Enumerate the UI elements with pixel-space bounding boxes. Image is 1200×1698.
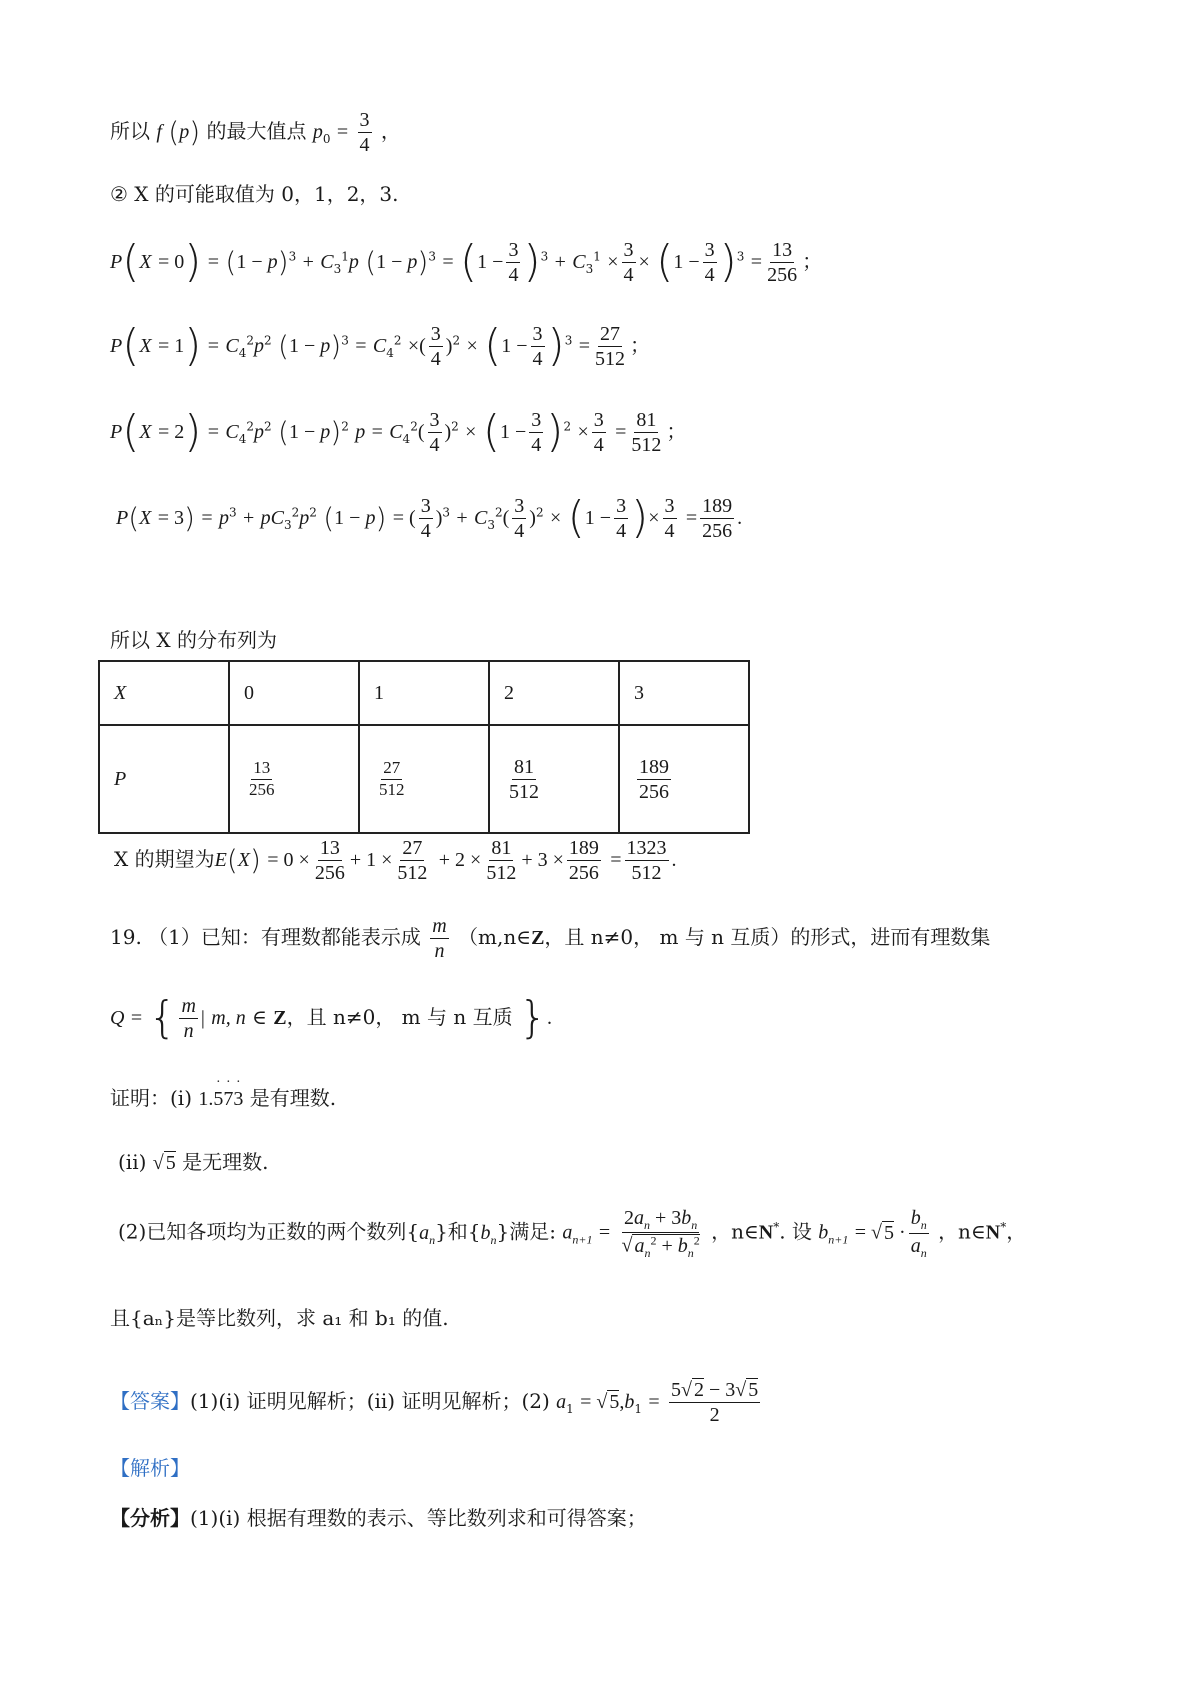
- text: (ii): [118, 1150, 153, 1174]
- table-row: [99, 725, 749, 833]
- frac-den: 512: [509, 780, 539, 803]
- set-q-line: Q = { $\frac{m}{n}$ | m, n ∈ Z，且 n≠0， m 与 n 互质 }.: [110, 992, 552, 1043]
- text: ，且 n≠0， m 与 n 互质）的形式，进而有理数集: [544, 925, 991, 949]
- eq-p0: $P(X = 0) = (1 - p)^3 + C_3^1p$ $(1 - p)^3 = (1$ − $\frac{3}{4}$ )$^3 + C_3^1$ × $\frac{3}{4}$ × (1 − $\frac{3}{4}$ )$^3$ = $\frac{13}{256}$ ；: [110, 236, 823, 287]
- p3-num: 189: [702, 494, 733, 517]
- text: （m,n∈: [458, 925, 532, 949]
- table-cell: 2: [489, 661, 619, 725]
- text: ，: [380, 119, 401, 143]
- text: }满足:: [496, 1219, 556, 1244]
- text: ，n∈: [938, 1219, 986, 1244]
- text: . 设: [779, 1219, 812, 1244]
- fenxi-line: [110, 1506, 647, 1530]
- text: }和{: [435, 1219, 481, 1244]
- frac-num: 81: [514, 755, 534, 778]
- frac-den: 256: [249, 779, 275, 799]
- distribution-table: [98, 660, 750, 834]
- text: ，: [1006, 1219, 1027, 1244]
- expect-den: 512: [631, 862, 662, 884]
- fenxi-tag: 【分析】: [110, 1506, 190, 1530]
- values-line: ② X 的可能取值为 0，1，2，3.: [110, 182, 399, 206]
- proof-ii-line: (ii) √ 5 是无理数.: [118, 1150, 269, 1174]
- table-cell: X: [99, 661, 229, 725]
- table-cell: [229, 725, 359, 833]
- text: 证明：(i): [110, 1086, 199, 1110]
- table-cell: P: [99, 725, 229, 833]
- frac-num: 189: [639, 755, 669, 778]
- text: 19. （1）已知：有理数都能表示成: [110, 925, 421, 949]
- expect-num: 1323: [626, 837, 667, 859]
- text: X 的期望为: [114, 847, 215, 871]
- text: 的最大值点: [206, 119, 307, 143]
- frac-num: 27: [381, 758, 402, 779]
- p2-num: 81: [636, 408, 657, 431]
- p1-den: 512: [595, 347, 625, 370]
- text: ，n∈: [711, 1219, 759, 1244]
- table-cell: 0: [229, 661, 359, 725]
- dist-intro: 所以 X 的分布列为: [110, 628, 277, 652]
- q2-line2: 且{aₙ}是等比数列，求 a₁ 和 b₁ 的值.: [110, 1306, 449, 1330]
- p0-num: 13: [772, 238, 793, 261]
- proof-i-line: 证明：(i) 1.5 · 7 · 3 · 是有理数.: [110, 1075, 337, 1110]
- p2-den: 512: [631, 433, 662, 456]
- eq-p1: $P(X = 1) = C_4^2p^2$ $(1 - p)^3 = C_4^2$ ×( $\frac{3}{4}$ )$^2$ × (1 − $\frac{3}{4}$ )$^3$ = $\frac{27}{512}$ ；: [110, 320, 650, 371]
- q2-line: (2)已知各项均为正数的两个数列$\{a_n\}$和$\{b_n\}$满足: $a_{n+1}$ = $\frac{2a_n + 3b_n}{√ a_n^2 + b_n^2}$ ，n∈N*. 设 $b_{n+1}$ = √ 5 · $\frac{b_n}{a_n}$ ，n∈N*，: [118, 1207, 1027, 1261]
- table-cell: 1: [359, 661, 489, 725]
- q19-line: 19. （1）已知：有理数都能表示成 $\frac{m}{n}$ （m,n∈Z，且 n≠0， m 与 n 互质）的形式，进而有理数集: [110, 915, 991, 962]
- text: 所以: [110, 119, 150, 143]
- answer-tag: 【答案】: [110, 1389, 190, 1413]
- table-cell: [619, 725, 749, 833]
- p3-den: 256: [702, 519, 733, 542]
- text: 是无理数.: [182, 1150, 269, 1174]
- text: 是有理数.: [249, 1086, 337, 1110]
- answer-line: 【答案】(1)(i) 证明见解析；(ii) 证明见解析；(2) $a_1$ = √ $5,b_1$ = $\frac{5√ 2 - 3√ 5}{2}$: [110, 1379, 759, 1426]
- frac-den: 512: [379, 779, 405, 799]
- table-cell: [359, 725, 489, 833]
- text: (1)(i) 证明见解析；(ii) 证明见解析；(2): [190, 1389, 550, 1413]
- frac-den: 256: [639, 780, 669, 803]
- text: ，且 n≠0， m 与 n 互质: [286, 1004, 513, 1029]
- eq-p2: $P(X = 2) = C_4^2p^2$ $(1 - p)^2$ $p = C_4^2$( $\frac{3}{4}$ )$^2$ × (1 − $\frac{3}{4}$ )$^2$ × $\frac{3}{4}$ = $\frac{81}{512}$ ；: [110, 406, 687, 457]
- text: (2)已知各项均为正数的两个数列{: [118, 1219, 420, 1244]
- max-point-line: 所以 f (p) 的最大值点 $p_0$ = $\frac{3}{4}$ ，: [110, 109, 401, 156]
- text: (1)(i) 根据有理数的表示、等比数列求和可得答案；: [190, 1506, 647, 1530]
- table-cell: 3: [619, 661, 749, 725]
- frac-num: 13: [251, 758, 272, 779]
- expectation-line: X 的期望为E(X) = 0 × $\frac{13}{256}$ + 1 × $\frac{27}{512}$ + 2 × $\frac{81}{512}$ + 3 × $\frac{189}{256}$ = $\frac{1323}{512}$ .: [114, 837, 677, 884]
- table-row: [99, 661, 749, 725]
- table-cell: [489, 725, 619, 833]
- p0-den: 256: [767, 263, 798, 286]
- eq-p3: $P(X = 3) = p^3 + pC_3^2p^2$ (1 − p) = ( $\frac{3}{4}$ )$^3 + C_3^2$( $\frac{3}{4}$ )$^2$ × (1 − $\frac{3}{4}$ )× $\frac{3}{4}$ = $\frac{189}{256}$ .: [116, 492, 743, 543]
- p1-num: 27: [600, 322, 620, 345]
- analysis-tag: 【解析】: [110, 1456, 190, 1480]
